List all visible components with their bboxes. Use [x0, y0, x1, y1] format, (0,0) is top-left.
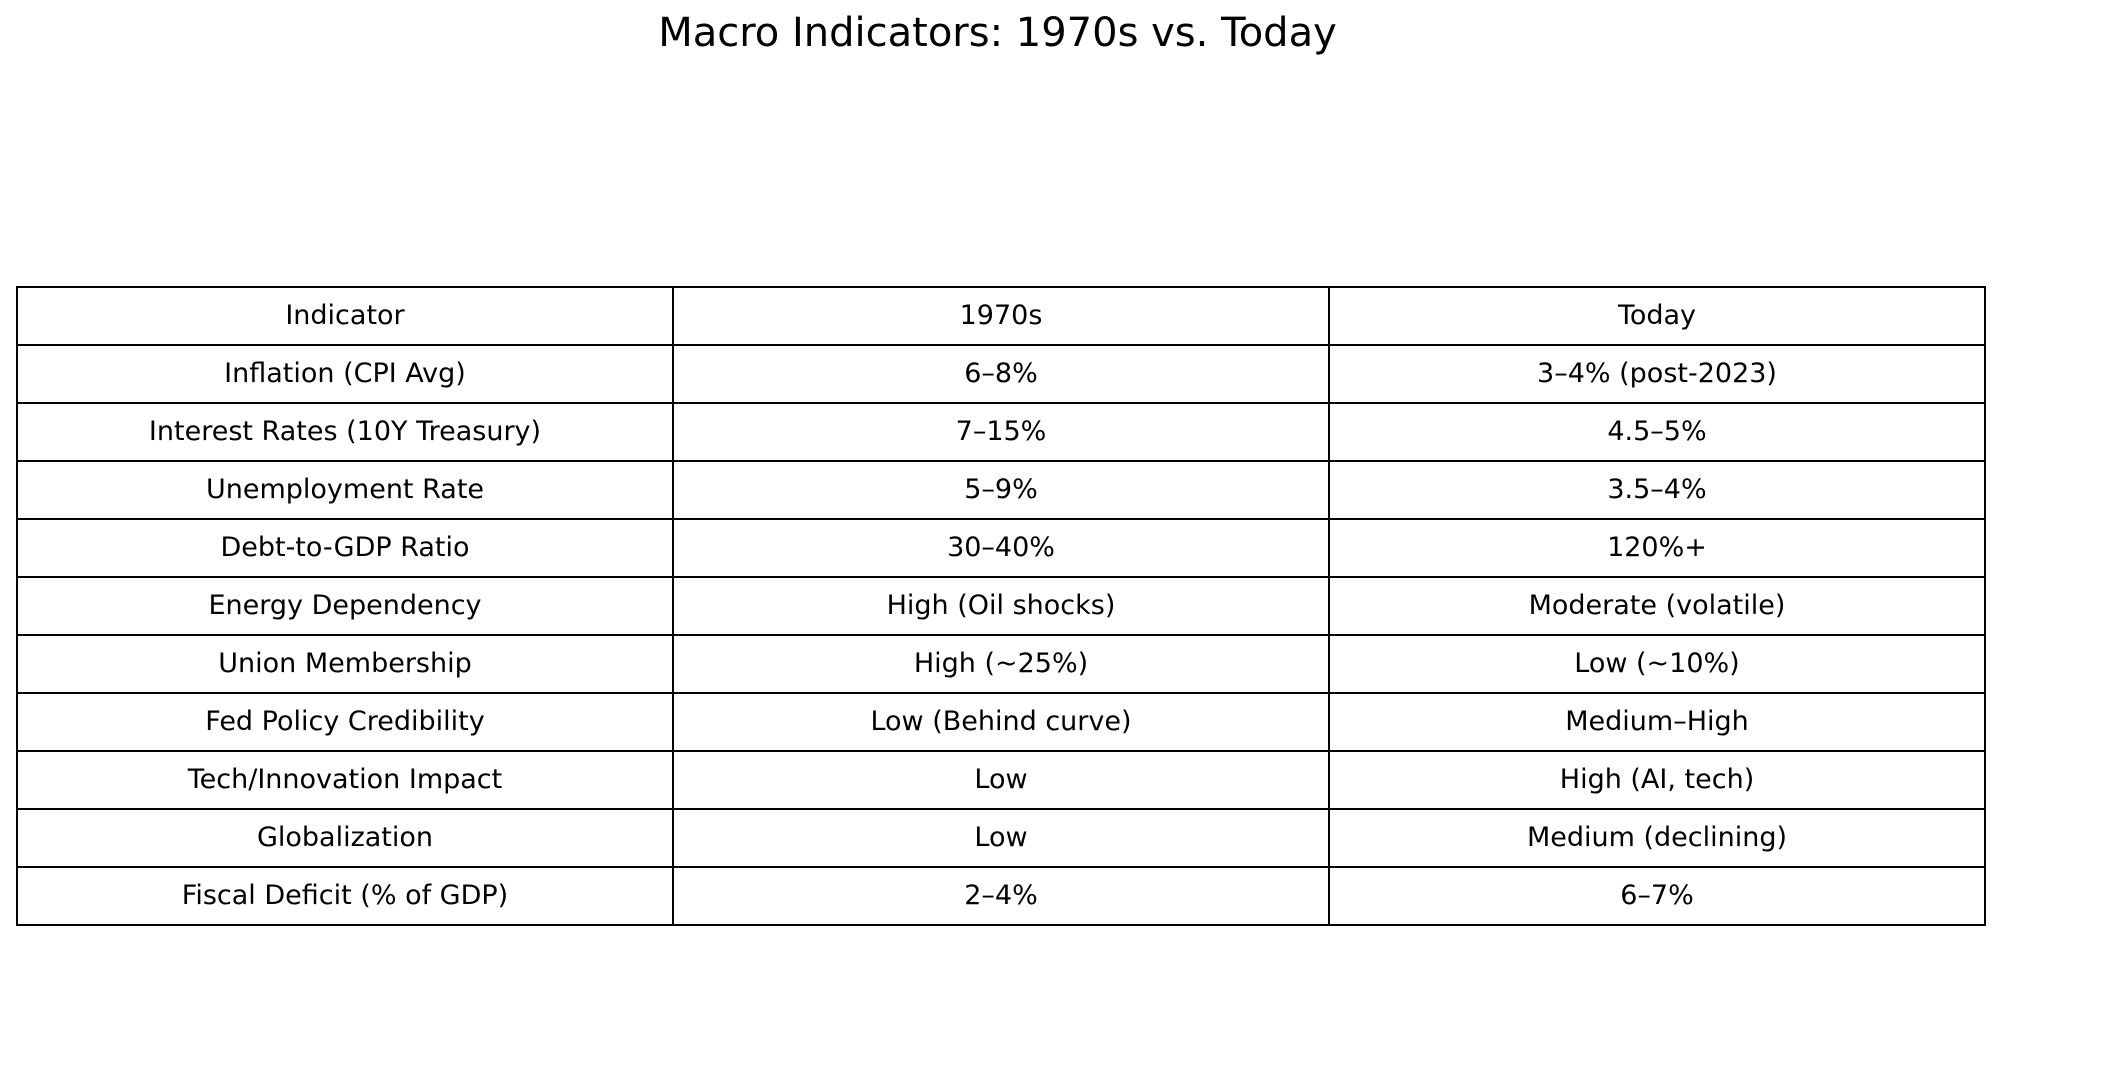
value-today-cell: 120%+	[1329, 519, 1985, 577]
table-row	[17, 345, 1985, 403]
indicator-cell: Tech/Innovation Impact	[17, 751, 673, 809]
table-row	[17, 635, 1985, 693]
table-row	[17, 519, 1985, 577]
value-1970s-cell: 30–40%	[673, 519, 1329, 577]
comparison-table	[16, 286, 1986, 926]
value-1970s-cell: Low	[673, 751, 1329, 809]
indicator-cell: Energy Dependency	[17, 577, 673, 635]
table-row	[17, 751, 1985, 809]
indicator-cell: Fiscal Deficit (% of GDP)	[17, 867, 673, 925]
table-row	[17, 693, 1985, 751]
value-1970s-cell: 5–9%	[673, 461, 1329, 519]
value-1970s-cell: High (~25%)	[673, 635, 1329, 693]
value-today-cell: Low (~10%)	[1329, 635, 1985, 693]
value-1970s-cell: 7–15%	[673, 403, 1329, 461]
table-row	[17, 403, 1985, 461]
value-today-cell: 3–4% (post-2023)	[1329, 345, 1985, 403]
table-row	[17, 867, 1985, 925]
indicator-cell: Fed Policy Credibility	[17, 693, 673, 751]
indicator-cell: Interest Rates (10Y Treasury)	[17, 403, 673, 461]
value-today-cell: High (AI, tech)	[1329, 751, 1985, 809]
indicator-cell: Debt-to-GDP Ratio	[17, 519, 673, 577]
value-today-cell: 3.5–4%	[1329, 461, 1985, 519]
value-1970s-cell: Low	[673, 809, 1329, 867]
table-row	[17, 577, 1985, 635]
value-1970s-cell: 2–4%	[673, 867, 1329, 925]
value-1970s-cell: 6–8%	[673, 345, 1329, 403]
value-today-cell: Medium (declining)	[1329, 809, 1985, 867]
value-today-cell: 4.5–5%	[1329, 403, 1985, 461]
table-header-row	[17, 287, 1985, 345]
value-today-cell: Medium–High	[1329, 693, 1985, 751]
column-header-1970s: 1970s	[673, 287, 1329, 345]
value-1970s-cell: High (Oil shocks)	[673, 577, 1329, 635]
comparison-table-container	[16, 286, 1986, 926]
indicator-cell: Inflation (CPI Avg)	[17, 345, 673, 403]
indicator-cell: Union Membership	[17, 635, 673, 693]
chart-title: Macro Indicators: 1970s vs. Today	[658, 10, 1337, 56]
value-today-cell: 6–7%	[1329, 867, 1985, 925]
column-header-indicator: Indicator	[17, 287, 673, 345]
indicator-cell: Globalization	[17, 809, 673, 867]
table-row	[17, 809, 1985, 867]
table-row	[17, 461, 1985, 519]
value-1970s-cell: Low (Behind curve)	[673, 693, 1329, 751]
value-today-cell: Moderate (volatile)	[1329, 577, 1985, 635]
column-header-today: Today	[1329, 287, 1985, 345]
indicator-cell: Unemployment Rate	[17, 461, 673, 519]
